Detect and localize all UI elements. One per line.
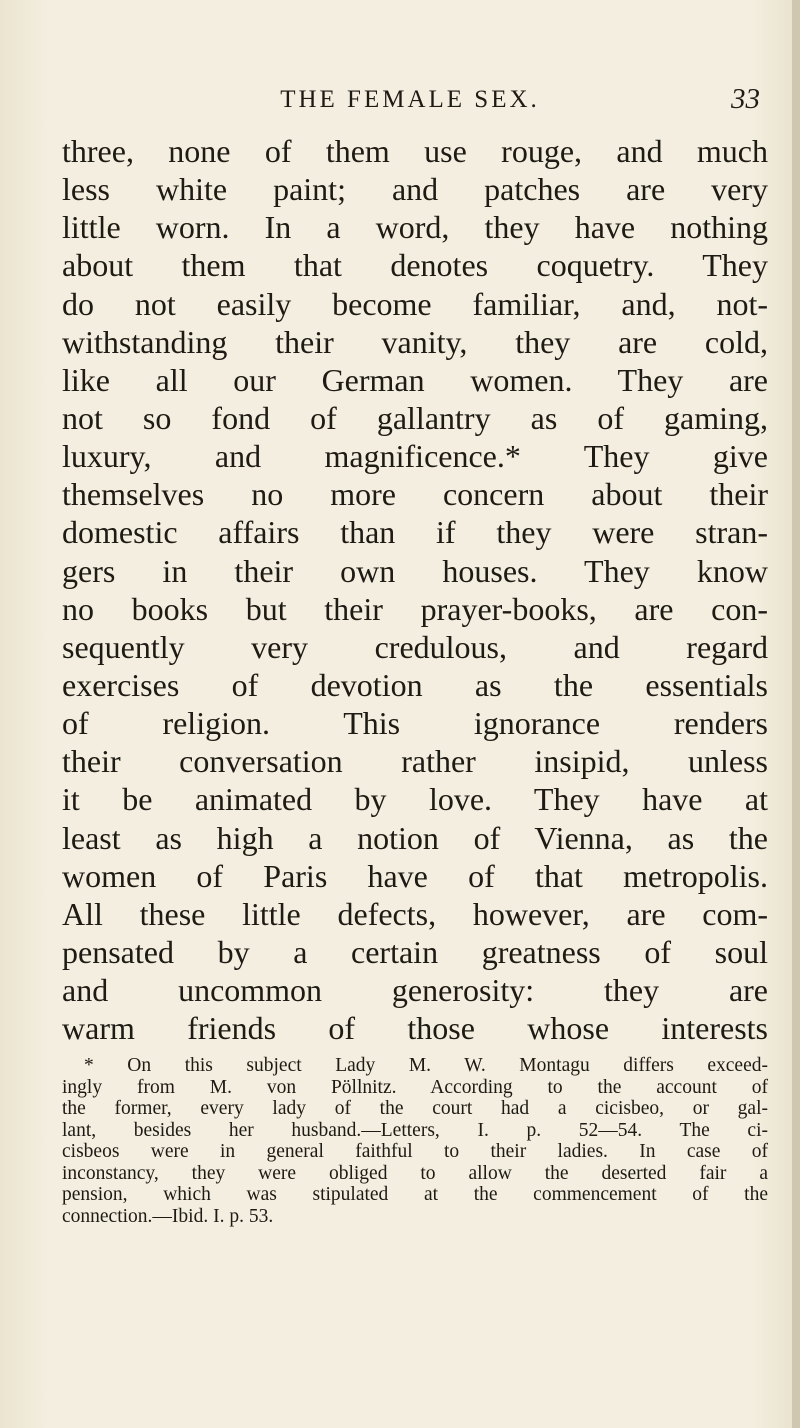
body-line: luxury, and magnificence.* They give — [62, 438, 768, 475]
body-line: of religion. This ignorance renders — [62, 705, 768, 742]
body-line: pensated by a certain greatness of soul — [62, 933, 768, 970]
body-text — [62, 132, 768, 1047]
body-line: exercises of devotion as the essentials — [62, 666, 768, 703]
body-line: sequently very credulous, and regard — [62, 628, 768, 665]
body-line: little worn. In a word, they have nothing — [62, 209, 768, 246]
page-edge — [792, 0, 800, 1428]
body-line: do not easily become familiar, and, not- — [62, 285, 768, 322]
body-line: three, none of them use rouge, and much — [62, 133, 768, 169]
body-line: no books but their prayer-books, are con- — [62, 590, 768, 627]
body-line: withstanding their vanity, they are cold, — [62, 323, 768, 360]
body-line: less white paint; and patches are very — [62, 171, 768, 208]
footnote-line: the former, every lady of the court had a cicisbeo, or gal- — [62, 1098, 768, 1119]
body-line: least as high a notion of Vienna, as the — [62, 819, 768, 856]
body-line: gers in their own houses. They know — [62, 552, 768, 589]
body-line: women of Paris have of that metropolis. — [62, 857, 768, 894]
body-line: themselves no more concern about their — [62, 476, 768, 513]
page-header — [60, 83, 770, 126]
footnote-line: lant, besides her husband.—Letters, I. p. 52—54. The ci- — [62, 1119, 768, 1141]
page-number: 33 — [731, 83, 760, 115]
body-line: about them that denotes coquetry. They — [62, 247, 768, 284]
body-line: domestic affairs than if they were stran- — [62, 514, 768, 551]
footnote-line: pension, which was stipulated at the commencement of the — [62, 1184, 768, 1205]
body-line: their conversation rather insipid, unless — [62, 743, 768, 780]
footnote-line: * On this subject Lady M. W. Montagu differs exceed- — [84, 1055, 768, 1076]
body-line: and uncommon generosity: they are — [62, 972, 768, 1009]
footnote-line: connection.—Ibid. I. p. 53. — [62, 1205, 274, 1227]
body-line: All these little defects, however, are com- — [62, 895, 768, 932]
body-line: warm friends of those whose interests — [62, 1010, 768, 1047]
footnote-line: cisbeos were in general faithful to their ladies. In case of — [62, 1141, 768, 1162]
body-line: it be animated by love. They have at — [62, 781, 768, 818]
body-line: not so fond of gallantry as of gaming, — [62, 399, 768, 436]
footnote-line: ingly from M. von Pöllnitz. According to the account of — [62, 1076, 768, 1098]
body-line: like all our German women. They are — [62, 361, 768, 398]
running-title: THE FEMALE SEX. — [280, 86, 540, 113]
footnote — [62, 1055, 768, 1227]
footnote-line: inconstancy, they were obliged to allow the deserted fair a — [62, 1162, 768, 1184]
